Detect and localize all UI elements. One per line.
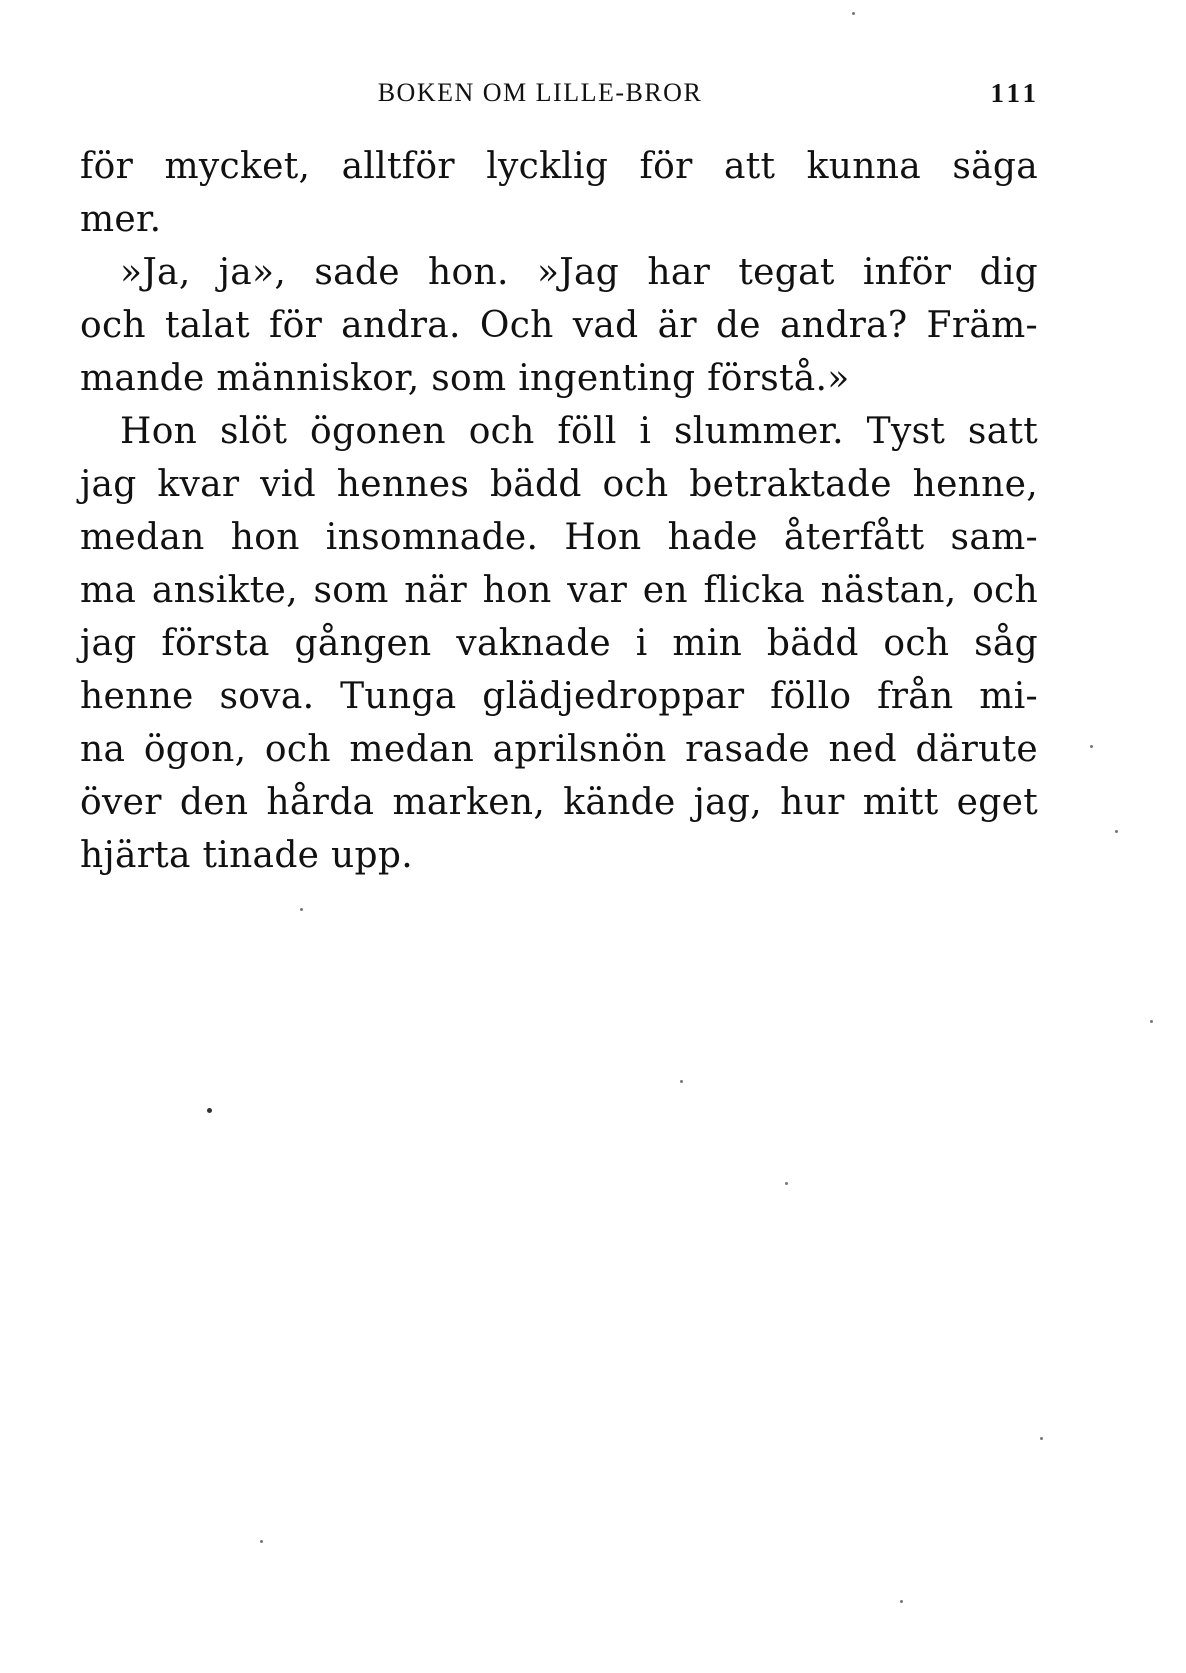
- text-line: henne sova. Tunga glädjedroppar föllo från mi-: [80, 676, 1038, 717]
- text-line: för mycket, alltför lycklig för att kunna säga: [80, 146, 1038, 187]
- text-line: mer.: [80, 199, 162, 240]
- running-head: [80, 78, 1040, 118]
- text-line: över den hårda marken, kände jag, hur mitt eget: [80, 782, 1038, 823]
- scan-speck: [1040, 1437, 1043, 1440]
- text-line: hjärta tinade upp.: [80, 835, 413, 876]
- text-line: och talat för andra. Och vad är de andra? Främ-: [80, 305, 1038, 346]
- scan-speck: [1090, 745, 1093, 748]
- scan-speck: [260, 1540, 263, 1543]
- text-line: jag första gången vaknade i min bädd och såg: [80, 623, 1038, 664]
- scan-speck: [900, 1600, 903, 1603]
- scan-speck: [207, 1108, 212, 1113]
- scan-speck: [680, 1080, 683, 1083]
- scan-speck: [300, 908, 303, 911]
- running-title: BOKEN OM LILLE-BROR: [377, 78, 703, 107]
- scan-speck: [852, 12, 855, 15]
- scan-speck: [1150, 1020, 1153, 1023]
- text-line: na ögon, och medan aprilsnön rasade ned därute: [80, 729, 1038, 770]
- text-line: mande människor, som ingenting förstå.»: [80, 358, 850, 399]
- text-line: jag kvar vid hennes bädd och betraktade henne,: [80, 464, 1038, 505]
- text-line: Hon slöt ögonen och föll i slummer. Tyst satt: [120, 411, 1038, 452]
- scan-speck: [785, 1182, 788, 1185]
- scan-speck: [1115, 830, 1118, 833]
- text-line: ma ansikte, som när hon var en flicka nästan, och: [80, 570, 1038, 611]
- text-line: medan hon insomnade. Hon hade återfått sam-: [80, 517, 1038, 558]
- text-line: »Ja, ja», sade hon. »Jag har tegat inför dig: [120, 252, 1038, 293]
- page-number: 111: [990, 78, 1040, 108]
- body-text: [80, 140, 1038, 882]
